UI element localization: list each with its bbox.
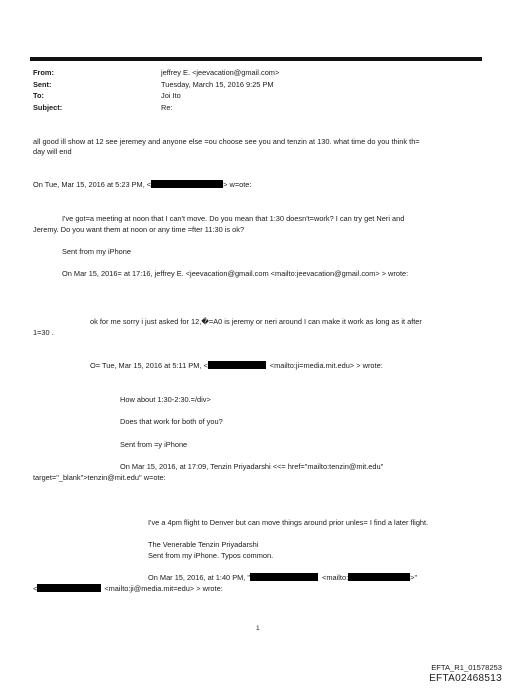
to-value: Joi Ito <box>161 91 181 100</box>
quote-header-5-text: On Mar 15, 2016, at 1:40 PM, " <box>148 573 251 582</box>
message-2-line-1: ok for me sorry i just asked for 12,�=A0 is jeremy or neri around I can make it work as long as it after <box>90 317 422 326</box>
page-number: 1 <box>256 625 260 632</box>
quote-header-4-line-2: target="_blank">tenzin@mit.edu" w=ote: <box>33 473 166 482</box>
message-5: I've a 4pm flight to Denver but can move things around prior unles= I find a later flight. <box>148 518 429 527</box>
subject-label: Subject: <box>33 102 63 112</box>
quote-header-5-end: >" <box>410 573 418 582</box>
quote-header-1-text: On Tue, Mar 15, 2016 at 5:23 PM, < <box>33 180 152 189</box>
quote-header-4-line-1: On Mar 15, 2016, at 17:09, Tenzin Priyadarshi <<= href="mailto:tenzin@mit.edu" <box>120 462 384 471</box>
sent-value: Tuesday, March 15, 2016 9:25 PM <box>161 79 274 89</box>
quote-header-3 <box>90 361 383 370</box>
quote-header-5-line-1 <box>148 573 417 582</box>
subject-value: Re: <box>161 102 173 112</box>
from-value: jeffrey E. <jeevacation@gmail.com> <box>161 68 280 77</box>
signature-iphone-1: Sent from my iPhone <box>62 247 132 256</box>
quote-header-5-mailto: <mailto: <box>322 573 349 582</box>
quote-header-5-line-2 <box>33 584 223 593</box>
bates-number-secondary: EFTA_R1_01578253 <box>431 663 502 672</box>
message-1-line-1: I've got=a meeting at noon that I can't move. Do you mean that 1:30 doesn't=work? I can try get Neri and <box>62 214 405 223</box>
body-line-1: all good ill show at 12 see jeremey and anyone else =ou choose see you and tenzin at 130. what time do you think th= <box>33 137 420 146</box>
quote-header-3-text: O= Tue, Mar 15, 2016 at 5:11 PM, < <box>90 361 208 370</box>
message-1-line-2: Jeremy. Do you want them at noon or any time =fter 11:30 is ok? <box>33 225 245 234</box>
message-3: How about 1:30-2:30.=/div> <box>120 395 211 404</box>
to-label: To: <box>33 91 44 100</box>
quote-header-5-lt: < <box>33 584 38 593</box>
header-rule <box>30 57 482 61</box>
signature-typos: Sent from my iPhone. Typos common. <box>148 551 274 560</box>
redaction-bar <box>151 180 223 188</box>
sent-label: Sent: <box>33 79 52 89</box>
redaction-bar <box>250 573 318 581</box>
quote-header-2: On Mar 15, 2016= at 17:16, jeffrey E. <jeevacation@gmail.com <mailto:jeevacation@gmail.com> > wrote: <box>62 269 409 278</box>
signature-name: The Venerable Tenzin Priyadarshi <box>148 540 259 549</box>
redaction-bar <box>348 573 410 581</box>
quote-header-3-end: <mailto:ji=media.mit.edu> > wrote: <box>269 361 383 370</box>
redaction-bar <box>37 584 101 592</box>
message-2-line-2: 1=30 . <box>33 328 54 337</box>
message-4: Does that work for both of you? <box>120 417 223 426</box>
bates-number-primary: EFTA02468513 <box>429 673 502 684</box>
body-line-2: day will end <box>33 147 72 156</box>
redaction-bar <box>208 361 266 369</box>
from-label: From: <box>33 68 54 77</box>
quote-header-1-end: > w=ote: <box>223 180 252 189</box>
quote-header-1 <box>33 180 251 189</box>
signature-iphone-2: Sent from =y iPhone <box>120 440 188 449</box>
quote-header-5-address: <mailto:ji@media.mit=edu> > wrote: <box>104 584 223 593</box>
